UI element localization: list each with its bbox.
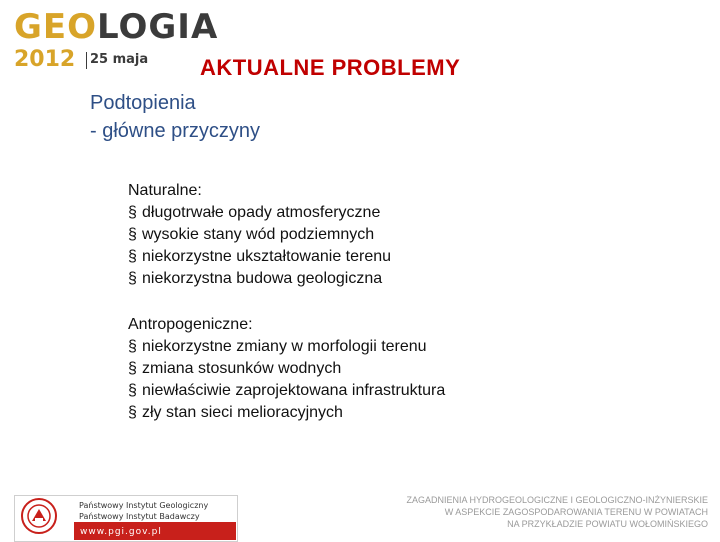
pgi-seal-icon bbox=[20, 497, 58, 535]
list-item-text: zmiana stosunków wodnych bbox=[142, 360, 342, 377]
list-item-text: niewłaściwie zaprojektowana infrastruktura bbox=[142, 382, 446, 399]
institute-line1: Państwowy Instytut Geologiczny bbox=[79, 501, 209, 510]
list-item bbox=[128, 268, 391, 290]
slide-subtitle-line1: Podtopienia bbox=[90, 92, 196, 114]
bullet-icon: § bbox=[128, 226, 137, 243]
list-item-text: niekorzystne zmiany w morfologii terenu bbox=[142, 338, 427, 355]
geologia-2012-logo bbox=[14, 7, 219, 72]
footer-right-line1: ZAGADNIENIA HYDROGEOLOGICZNE I GEOLOGICZNO-INŻYNIERSKIE bbox=[406, 495, 708, 505]
logo-separator bbox=[86, 52, 87, 69]
bullet-icon: § bbox=[128, 270, 137, 287]
list-item bbox=[128, 380, 445, 402]
footer-right-line2: W ASPEKCIE ZAGOSPODAROWANIA TERENU W POWIATACH bbox=[444, 507, 708, 517]
bullet-icon: § bbox=[128, 338, 137, 355]
footer-right-line3: NA PRZYKŁADZIE POWIATU WOŁOMIŃSKIEGO bbox=[507, 519, 708, 529]
anthropogenic-heading: Antropogeniczne: bbox=[128, 316, 253, 333]
list-item-text: wysokie stany wód podziemnych bbox=[142, 226, 375, 243]
logo-year: 2012 bbox=[14, 47, 76, 72]
list-item bbox=[128, 202, 391, 224]
list-item-text: zły stan sieci melioracyjnych bbox=[142, 404, 343, 421]
bullet-icon: § bbox=[128, 404, 137, 421]
logo-logia-text: LOGIA bbox=[97, 7, 219, 47]
list-item-text: długotrwałe opady atmosferyczne bbox=[142, 204, 381, 221]
list-item bbox=[128, 246, 391, 268]
pgi-institute-name bbox=[79, 500, 208, 522]
bullet-icon: § bbox=[128, 382, 137, 399]
slide-title: AKTUALNE PROBLEMY bbox=[200, 55, 461, 80]
list-item-text: niekorzystna budowa geologiczna bbox=[142, 270, 383, 287]
list-item-text: niekorzystne ukształtowanie terenu bbox=[142, 248, 392, 265]
logo-geo-text: GEO bbox=[14, 7, 98, 47]
bullet-icon: § bbox=[128, 248, 137, 265]
pgi-url-bar[interactable] bbox=[74, 522, 236, 540]
bullet-icon: § bbox=[128, 360, 137, 377]
pgi-url-link[interactable]: www.pgi.gov.pl bbox=[80, 527, 162, 537]
natural-heading: Naturalne: bbox=[128, 182, 202, 199]
list-item bbox=[128, 402, 445, 424]
logo-date: 25 maja bbox=[90, 52, 149, 67]
institute-line2: Państwowy Instytut Badawczy bbox=[79, 512, 200, 521]
footer-project-title bbox=[406, 494, 708, 530]
list-item bbox=[128, 336, 445, 358]
list-item bbox=[128, 358, 445, 380]
natural-causes-list bbox=[128, 180, 391, 290]
slide-subtitle-line2: - główne przyczyny bbox=[90, 120, 261, 142]
list-item bbox=[128, 224, 391, 246]
anthropogenic-causes-list bbox=[128, 314, 445, 424]
bullet-icon: § bbox=[128, 204, 137, 221]
logo-wordmark bbox=[14, 7, 219, 47]
